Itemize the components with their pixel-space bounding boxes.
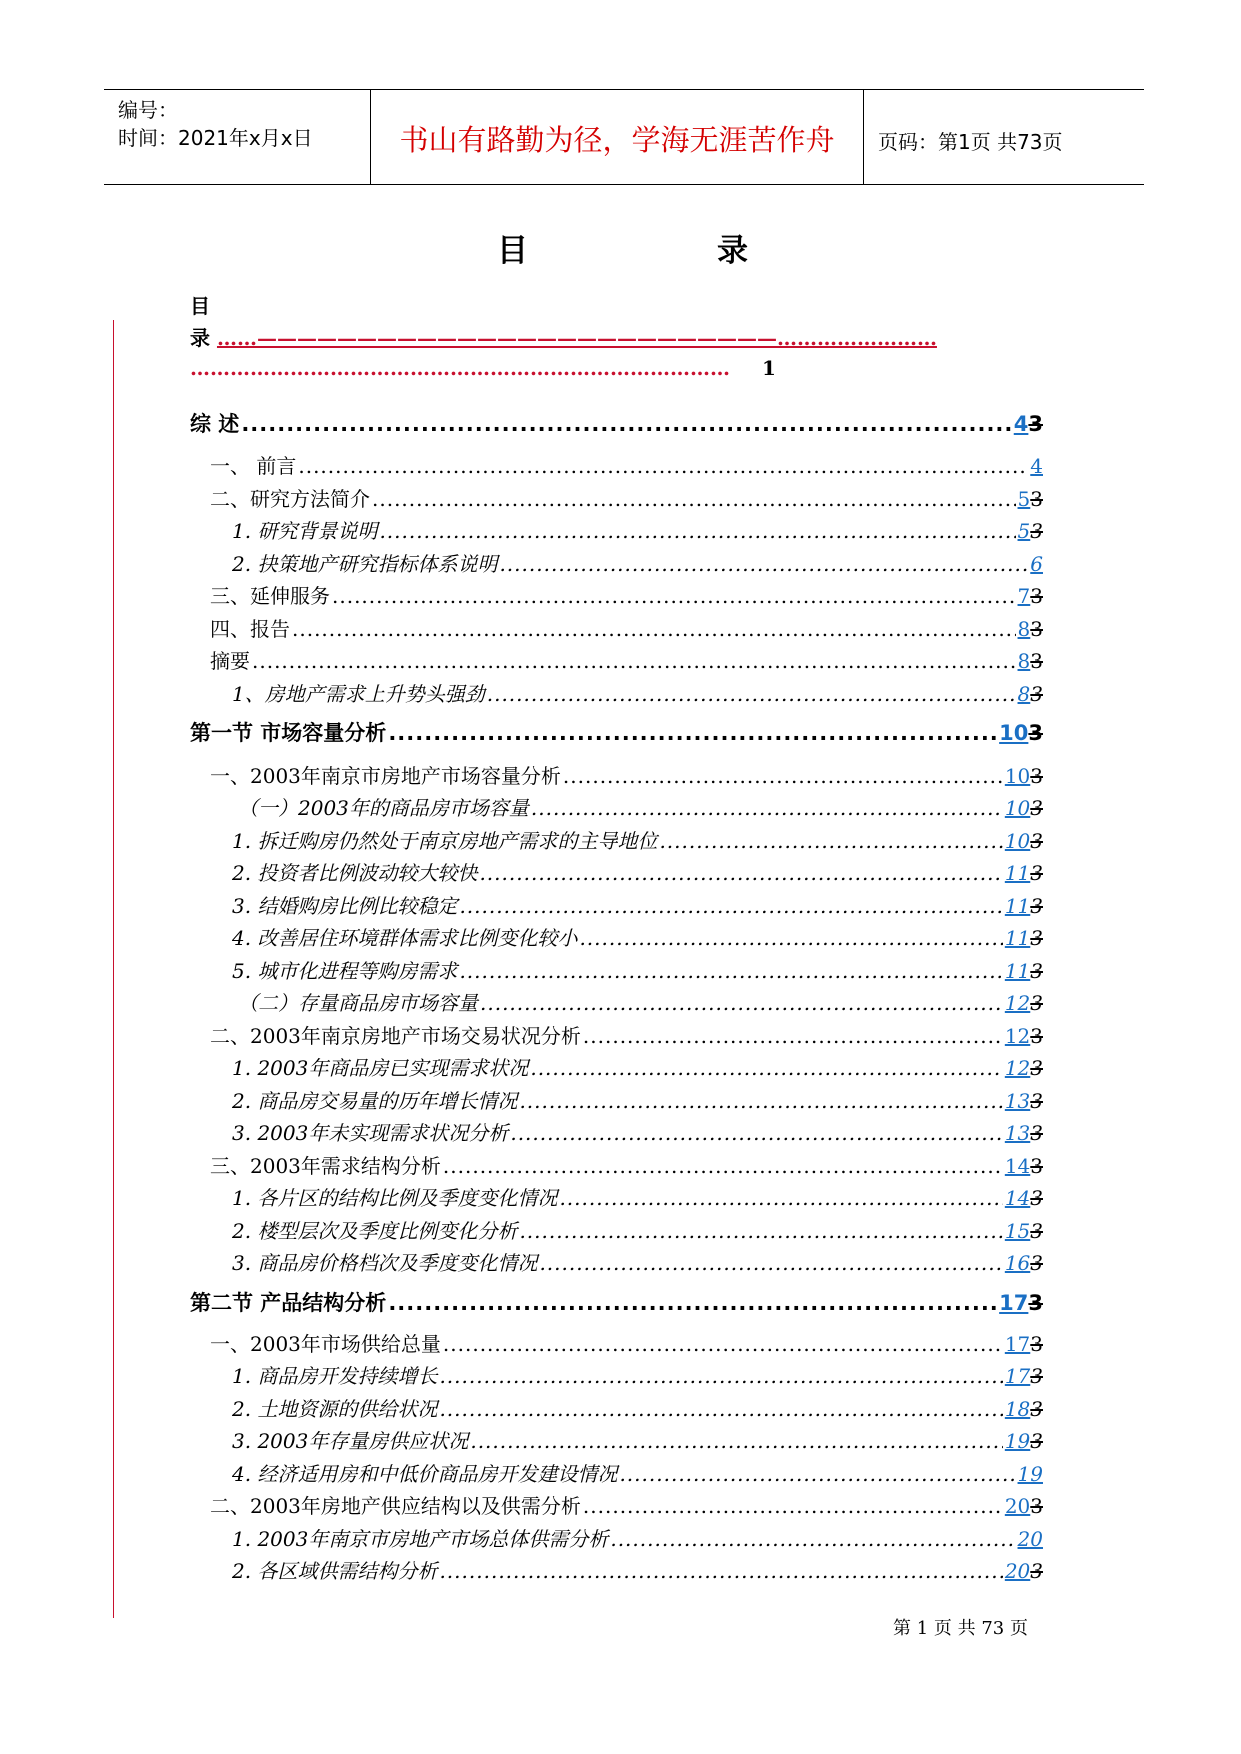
toc-page-number[interactable] <box>1005 1056 1043 1080</box>
toc-page-number[interactable] <box>1005 1024 1043 1048</box>
toc-page-new[interactable]: 17 <box>1004 1364 1031 1388</box>
toc-page-new[interactable]: 8 <box>1017 649 1031 673</box>
toc-entry-title: 2. 抉策地产研究指标体系说明 <box>232 552 498 576</box>
toc-page-number[interactable] <box>1005 1494 1043 1518</box>
toc-page-new[interactable]: 4 <box>1030 454 1043 478</box>
toc-dot-leader <box>292 617 1016 641</box>
page-header <box>104 89 1144 185</box>
toc-entry[interactable] <box>232 1523 1043 1551</box>
page-title-right: 录 <box>717 233 748 269</box>
toc-page-old: 3 <box>1030 861 1043 885</box>
toc-dot-leader <box>439 1397 1002 1421</box>
toc-page-number[interactable] <box>1018 617 1043 641</box>
toc-dot-leader <box>332 584 1016 608</box>
toc-entry[interactable] <box>232 1215 1043 1243</box>
toc-dot-leader <box>388 1291 997 1315</box>
toc-entry-title: 一、 前言 <box>210 454 297 478</box>
toc-page-old: 3 <box>1030 584 1043 608</box>
toc-entry-title: 1. 各片区的结构比例及季度变化情况 <box>232 1186 558 1210</box>
toc-entry-title: 1. 2003年南京市房地产市场总体供需分析 <box>232 1527 609 1551</box>
toc-dot-leader <box>388 721 997 745</box>
toc-page-number[interactable] <box>1014 412 1043 436</box>
toc-page-old: 3 <box>1028 412 1043 436</box>
toc-page-number[interactable] <box>1018 584 1043 608</box>
toc-page-number[interactable] <box>1005 894 1043 918</box>
toc-entry[interactable] <box>232 1360 1043 1388</box>
toc-entry[interactable] <box>232 1182 1043 1210</box>
toc-dot-leader <box>443 1332 1003 1356</box>
toc-dot-leader <box>470 1429 1002 1453</box>
toc-entry[interactable] <box>210 1328 1043 1356</box>
toc-entry-title: 1. 2003年商品房已实现需求状况 <box>232 1056 529 1080</box>
toc-entry-title: 1、房地产需求上升势头强劲 <box>232 682 485 706</box>
toc-dot-leader <box>241 412 1011 436</box>
toc-entry-title: 三、延伸服务 <box>210 584 330 608</box>
toc-page-new[interactable]: 16 <box>1004 1251 1031 1275</box>
toc-entry-title: 摘要 <box>210 649 250 673</box>
header-date-label: 时间：2021年x月x日 <box>118 126 313 150</box>
toc-page-new[interactable]: 11 <box>1004 959 1031 983</box>
toc-head-inserted-leader: ……——————————————————————————…………………… <box>216 326 937 350</box>
toc-page-old: 3 <box>1030 1024 1043 1048</box>
toc-page-number[interactable] <box>1018 1527 1043 1551</box>
toc-entry-title: 第一节 市场容量分析 <box>190 721 387 745</box>
toc-dot-leader <box>579 926 1002 950</box>
toc-entry-title: 4. 经济适用房和中低价商品房开发建设情况 <box>232 1462 618 1486</box>
toc-page-old: 3 <box>1030 764 1043 788</box>
toc-page-number[interactable] <box>1005 1429 1043 1453</box>
toc-dot-leader <box>583 1024 1003 1048</box>
toc-dot-leader <box>530 1056 1002 1080</box>
toc-page-new[interactable]: 11 <box>1004 894 1031 918</box>
toc-entry[interactable] <box>232 1117 1043 1145</box>
toc-entry[interactable] <box>232 857 1043 885</box>
toc-page-number[interactable] <box>1018 487 1043 511</box>
toc-dot-leader <box>559 1186 1002 1210</box>
toc-entry[interactable] <box>232 955 1043 983</box>
toc-page-number[interactable] <box>1005 861 1043 885</box>
toc-entry-title: 2. 楼型层次及季度比例变化分析 <box>232 1219 518 1243</box>
toc-dot-leader <box>563 764 1003 788</box>
toc-head-line3-leader: ……………………………………………………………………… <box>190 356 730 380</box>
toc-page-old: 3 <box>1030 1429 1043 1453</box>
toc-entry[interactable] <box>190 717 1043 745</box>
toc-entry-title: 2. 土地资源的供给状况 <box>232 1397 438 1421</box>
toc-page-number[interactable] <box>1005 829 1043 853</box>
toc-dot-leader <box>539 1251 1002 1275</box>
toc-entry-title: 二、2003年房地产供应结构以及供需分析 <box>210 1494 581 1518</box>
toc-entry-title: （二）存量商品房市场容量 <box>238 991 478 1015</box>
toc-dot-leader <box>487 682 1016 706</box>
toc-page-number[interactable] <box>1005 1219 1043 1243</box>
toc-page-old: 3 <box>1030 519 1043 543</box>
toc-page-new[interactable]: 12 <box>1004 991 1031 1015</box>
toc-dot-leader <box>439 1559 1002 1583</box>
toc-page-number[interactable] <box>1030 454 1043 478</box>
toc-page-number[interactable] <box>1018 649 1043 673</box>
toc-entry[interactable] <box>232 1555 1043 1583</box>
toc-dot-leader <box>372 487 1016 511</box>
toc-entry[interactable] <box>210 645 1043 673</box>
toc-entry[interactable] <box>232 1458 1043 1486</box>
toc-page-number[interactable] <box>1005 1559 1043 1583</box>
toc-page-new[interactable]: 10 <box>1004 829 1031 853</box>
header-motto: 书山有路勤为径，学海无涯苦作舟 <box>399 123 835 157</box>
toc-entry-title: 1. 商品房开发持续增长 <box>232 1364 438 1388</box>
header-left-cell <box>104 90 370 184</box>
toc-entry[interactable] <box>190 1287 1043 1315</box>
toc-page-old: 3 <box>1030 829 1043 853</box>
toc-page-number[interactable] <box>1005 926 1043 950</box>
toc-page-new[interactable]: 10 <box>1004 796 1031 820</box>
toc-page-new[interactable]: 5 <box>1017 519 1031 543</box>
toc-entry[interactable] <box>232 825 1043 853</box>
toc-entry[interactable] <box>232 548 1043 576</box>
toc-page-old: 3 <box>1030 617 1043 641</box>
toc-head-line1: 目 <box>190 294 210 318</box>
toc-dot-leader <box>531 796 1003 820</box>
toc-entry[interactable] <box>238 792 1043 820</box>
toc-entry-title: 2. 各区域供需结构分析 <box>232 1559 438 1583</box>
toc-page-old: 3 <box>1030 1397 1043 1421</box>
page-footer: 第 1 页 共 73 页 <box>893 1618 1028 1639</box>
toc-page-new[interactable]: 20 <box>1004 1494 1031 1518</box>
toc-entry-title: 一、2003年南京市房地产市场容量分析 <box>210 764 561 788</box>
toc-entry[interactable] <box>210 1150 1043 1178</box>
toc-page-new[interactable]: 15 <box>1004 1219 1031 1243</box>
toc-entry[interactable] <box>232 1393 1043 1421</box>
toc-page-old: 3 <box>1030 1251 1043 1275</box>
toc-entry-title: 5. 城市化进程等购房需求 <box>232 959 458 983</box>
toc-page-number[interactable] <box>1005 1089 1043 1113</box>
toc-page-number[interactable] <box>1005 1364 1043 1388</box>
toc-page-new[interactable]: 20 <box>1017 1527 1043 1551</box>
toc-page-old: 3 <box>1028 1291 1043 1315</box>
toc-page-number[interactable] <box>1018 682 1043 706</box>
header-right-cell <box>864 90 1144 184</box>
toc-dot-leader <box>479 861 1002 885</box>
toc-page-old: 3 <box>1028 721 1043 745</box>
toc-page-old: 3 <box>1030 682 1043 706</box>
toc-page-number[interactable] <box>1005 1397 1043 1421</box>
toc-entry[interactable] <box>232 1247 1043 1275</box>
toc-head-label: 录 <box>190 326 210 350</box>
toc-page-number[interactable] <box>999 1291 1043 1315</box>
toc-page-new[interactable]: 10 <box>1004 764 1031 788</box>
toc-dot-leader <box>480 991 1003 1015</box>
toc-page-number[interactable] <box>1005 991 1043 1015</box>
toc-page-old: 3 <box>1030 1219 1043 1243</box>
toc-entry[interactable] <box>210 450 1043 478</box>
toc-entry[interactable] <box>210 1490 1043 1518</box>
toc-page-new[interactable]: 7 <box>1017 584 1031 608</box>
toc-entry[interactable] <box>210 613 1043 641</box>
toc-page-number[interactable] <box>1018 519 1043 543</box>
toc-page-old: 3 <box>1030 1154 1043 1178</box>
toc-entry[interactable] <box>210 1020 1043 1048</box>
toc-entry[interactable] <box>232 515 1043 543</box>
toc-entry-title: 1. 研究背景说明 <box>232 519 378 543</box>
toc-page-number[interactable] <box>1005 796 1043 820</box>
toc-page-new[interactable]: 6 <box>1030 552 1043 576</box>
toc-page-new[interactable]: 14 <box>1004 1154 1031 1178</box>
toc-page-number[interactable] <box>1030 552 1043 576</box>
toc-page-number[interactable] <box>1005 1154 1043 1178</box>
toc-entry[interactable] <box>232 1052 1043 1080</box>
toc-page-number[interactable] <box>1018 1462 1043 1486</box>
toc-dot-leader <box>443 1154 1003 1178</box>
toc-page-old: 3 <box>1030 1494 1043 1518</box>
toc-entry-title: 二、2003年南京房地产市场交易状况分析 <box>210 1024 581 1048</box>
toc-dot-leader <box>519 1089 1002 1113</box>
toc-entry[interactable] <box>232 890 1043 918</box>
toc-page-new[interactable]: 18 <box>1004 1397 1031 1421</box>
toc-entry-title: 3. 商品房价格档次及季度变化情况 <box>232 1251 538 1275</box>
toc-page-number[interactable] <box>1005 1332 1043 1356</box>
toc-page-old: 3 <box>1030 1121 1043 1145</box>
revision-bar <box>113 320 114 1618</box>
toc-page-new[interactable]: 17 <box>1004 1332 1031 1356</box>
toc-dot-leader <box>583 1494 1003 1518</box>
toc-dot-leader <box>659 829 1002 853</box>
toc-page-old: 3 <box>1030 1332 1043 1356</box>
toc-page-new[interactable]: 13 <box>1004 1089 1031 1113</box>
toc-page-new[interactable]: 19 <box>1017 1462 1043 1486</box>
toc-page-new[interactable]: 11 <box>1004 926 1031 950</box>
toc-entry-title: 四、报告 <box>210 617 290 641</box>
toc-page-new[interactable]: 12 <box>1004 1024 1031 1048</box>
toc-entry-title: 1. 拆迁购房仍然处于南京房地产需求的主导地位 <box>232 829 658 853</box>
toc-page-new[interactable]: 8 <box>1017 682 1031 706</box>
toc-page-old: 3 <box>1030 796 1043 820</box>
toc-page-new[interactable]: 13 <box>1004 1121 1031 1145</box>
toc-page-old: 3 <box>1030 1089 1043 1113</box>
toc-entry-title: 2. 投资者比例波动较大较快 <box>232 861 478 885</box>
header-center-cell <box>370 90 864 184</box>
toc-page-old: 3 <box>1030 1056 1043 1080</box>
toc-page-old: 3 <box>1030 894 1043 918</box>
toc-dot-leader <box>379 519 1015 543</box>
toc-head-line3-page: 1 <box>762 356 776 380</box>
toc-dot-leader <box>459 894 1002 918</box>
toc-page-number[interactable] <box>1005 1186 1043 1210</box>
toc-dot-leader <box>499 552 1028 576</box>
toc-dot-leader <box>439 1364 1002 1388</box>
toc-entry-title: 4. 改善居住环境群体需求比例变化较小 <box>232 926 578 950</box>
toc-page-new[interactable]: 10 <box>999 721 1029 745</box>
toc-page-new[interactable]: 11 <box>1004 861 1031 885</box>
toc-page-new[interactable]: 20 <box>1004 1559 1031 1583</box>
toc-page-new[interactable]: 17 <box>999 1291 1029 1315</box>
toc-entry-title: 3. 结婚购房比例比较稳定 <box>232 894 458 918</box>
toc-entry-title: 3. 2003年未实现需求状况分析 <box>232 1121 509 1145</box>
toc-page-old: 3 <box>1030 959 1043 983</box>
toc-entry[interactable] <box>210 760 1043 788</box>
toc-entry-title: 三、2003年需求结构分析 <box>210 1154 441 1178</box>
toc-page-old: 3 <box>1030 1559 1043 1583</box>
toc-page-old: 3 <box>1030 1186 1043 1210</box>
toc-dot-leader <box>610 1527 1015 1551</box>
toc-page-number[interactable] <box>999 721 1043 745</box>
toc-head-line2 <box>190 322 1060 352</box>
toc-entry[interactable] <box>232 1085 1043 1113</box>
toc-page-new[interactable]: 12 <box>1004 1056 1031 1080</box>
header-number-label: 编号： <box>118 98 178 122</box>
toc-dot-leader <box>519 1219 1002 1243</box>
toc-page-new[interactable]: 8 <box>1017 617 1031 641</box>
header-page-label: 页码：第1页 共73页 <box>878 130 1063 154</box>
toc-entry[interactable] <box>210 580 1043 608</box>
toc-dot-leader <box>619 1462 1015 1486</box>
toc-entry-title: （一）2003年的商品房市场容量 <box>238 796 529 820</box>
toc-dot-leader <box>459 959 1002 983</box>
toc-page-number[interactable] <box>1005 959 1043 983</box>
toc-dot-leader <box>510 1121 1002 1145</box>
toc-entry[interactable] <box>232 678 1043 706</box>
toc-page-number[interactable] <box>1005 764 1043 788</box>
toc-page-old: 3 <box>1030 487 1043 511</box>
toc-page-new[interactable]: 14 <box>1004 1186 1031 1210</box>
toc-page-old: 3 <box>1030 991 1043 1015</box>
toc-entry-title: 二、研究方法简介 <box>210 487 370 511</box>
toc-entry[interactable] <box>232 922 1043 950</box>
toc-entry[interactable] <box>238 987 1043 1015</box>
toc-dot-leader <box>252 649 1016 673</box>
toc-page-number[interactable] <box>1005 1121 1043 1145</box>
toc-entry-title: 2. 商品房交易量的历年增长情况 <box>232 1089 518 1113</box>
page-title-left: 目 <box>497 233 528 269</box>
toc-entry-title: 3. 2003年存量房供应状况 <box>232 1429 469 1453</box>
toc-entry-title: 第二节 产品结构分析 <box>190 1291 387 1315</box>
toc-entry[interactable] <box>210 483 1043 511</box>
toc-page-new[interactable]: 4 <box>1013 412 1029 436</box>
toc-page-new[interactable]: 5 <box>1017 487 1031 511</box>
toc-entry-title: 一、2003年市场供给总量 <box>210 1332 441 1356</box>
toc-entry[interactable] <box>232 1425 1043 1453</box>
toc-page-old: 3 <box>1030 926 1043 950</box>
toc-page-number[interactable] <box>1005 1251 1043 1275</box>
toc-dot-leader <box>298 454 1028 478</box>
toc-page-old: 3 <box>1030 649 1043 673</box>
toc-entry-title: 综 述 <box>190 412 240 436</box>
toc-entry[interactable] <box>190 408 1043 436</box>
toc-page-new[interactable]: 19 <box>1004 1429 1031 1453</box>
toc-page-old: 3 <box>1030 1364 1043 1388</box>
